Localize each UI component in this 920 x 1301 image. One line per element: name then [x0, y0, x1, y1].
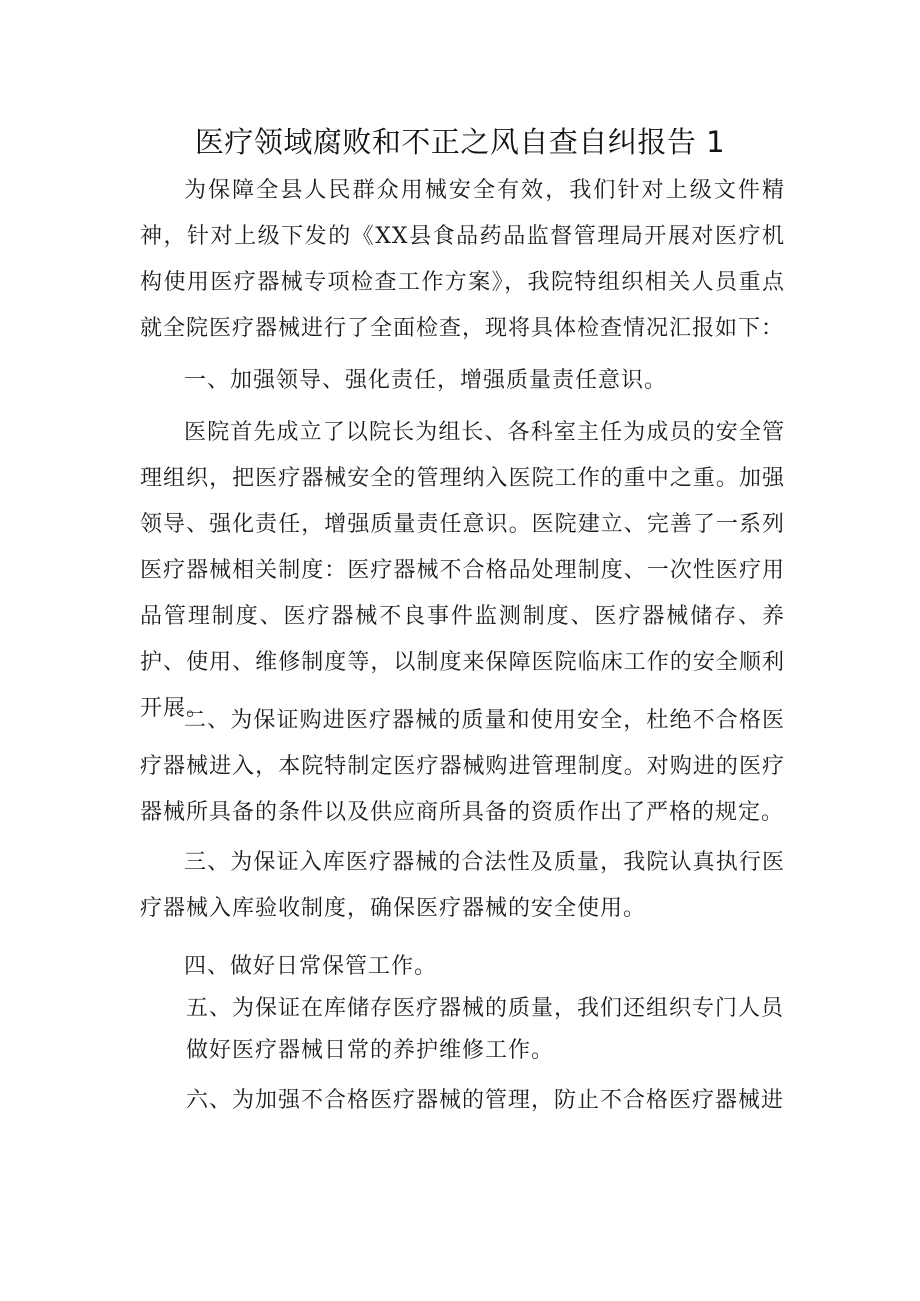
- paragraph-intro: 为保障全县人民群众用械安全有效，我们针对上级文件精神，针对上级下发的《XX县食品药品监督管理局开展对医疗机构使用医疗器械专项检查工作方案》，我院特组织相关人员重点就全院医疗器械进行了全面检查，现将具体检查情况汇报如下：: [140, 178, 785, 341]
- paragraph-section-1: 医院首先成立了以院长为组长、各科室主任为成员的安全管理组织，把医疗器械安全的管理纳入医院工作的重中之重。加强领导、强化责任，增强质量责任意识。医院建立、完善了一系列医疗器械相关制度：医疗器械不合格品处理制度、一次性医疗用品管理制度、医疗器械不良事件监测制度、医疗器械储存、养护、使用、维修制度等，以制度来保障医院临床工作的安全顺利开展。: [140, 420, 785, 721]
- document-title: 医疗领域腐败和不正之风自查自纠报告 1: [194, 125, 726, 159]
- paragraph-section-5-line-1: 五、为保证在库储存医疗器械的质量，我们还组织专门人员: [186, 996, 785, 1021]
- paragraph-section-3: 三、为保证入库医疗器械的合法性及质量，我院认真执行医疗器械入库验收制度，确保医疗器械的安全使用。: [140, 850, 785, 921]
- paragraph-section-5-line-2: 做好医疗器械日常的养护维修工作。: [186, 1038, 555, 1063]
- paragraph-section-5: [186, 988, 786, 1072]
- paragraph-section-2: 二、为保证购进医疗器械的质量和使用安全，杜绝不合格医疗器械进入，本院特制定医疗器械购进管理制度。对购进的医疗器械所具备的条件以及供应商所具备的资质作出了严格的规定。: [140, 708, 785, 825]
- section-heading-1: 一、加强领导、强化责任，增强质量责任意识。: [184, 368, 668, 393]
- section-heading-4: 四、做好日常保管工作。: [184, 954, 438, 979]
- paragraph-section-6: 六、为加强不合格医疗器械的管理，防止不合格医疗器械进: [186, 1088, 785, 1113]
